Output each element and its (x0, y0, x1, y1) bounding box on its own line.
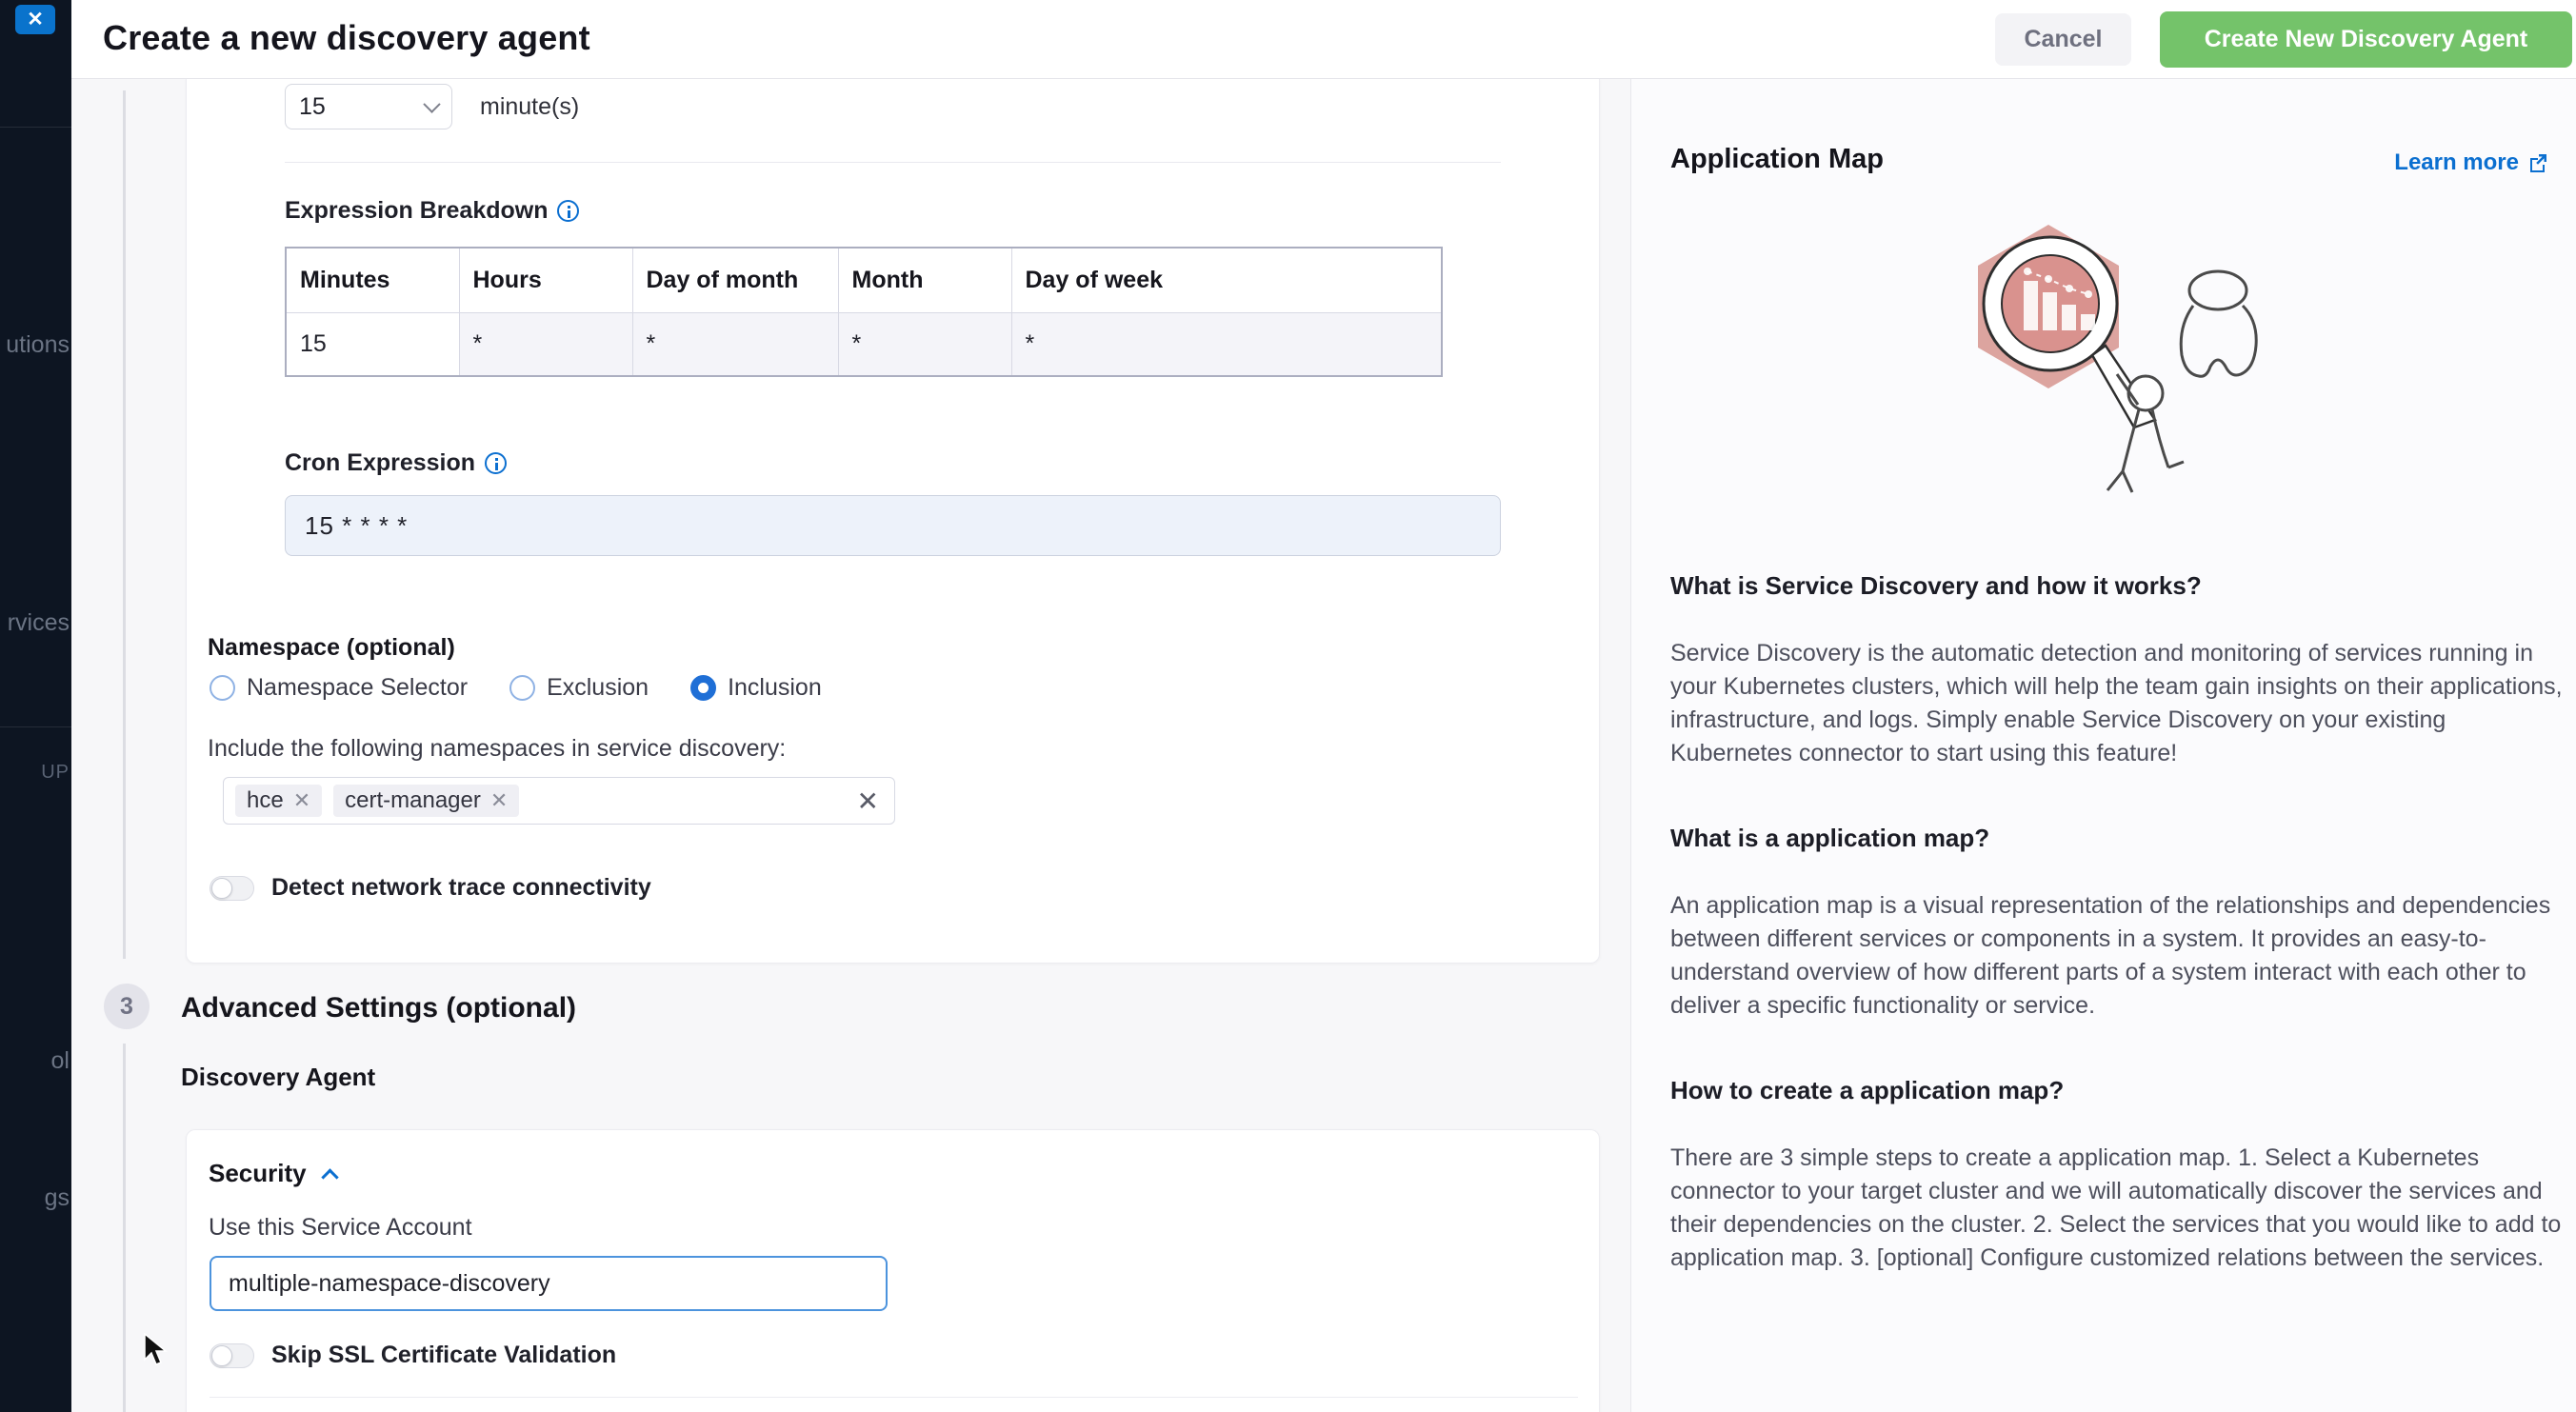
toggle-knob (211, 878, 232, 899)
minute-dropdown-value: 15 (299, 92, 326, 120)
section-divider (285, 162, 1501, 163)
radio-icon (210, 675, 235, 701)
table-header-row (286, 248, 1442, 312)
close-icon[interactable]: ✕ (15, 5, 55, 34)
minute-dropdown[interactable] (285, 84, 452, 129)
chevron-down-icon (423, 95, 440, 112)
radio-label: Inclusion (728, 674, 822, 701)
sidebar-item-solutions[interactable]: utions (6, 331, 70, 358)
namespace-tag[interactable] (333, 785, 519, 817)
table-cell-day-of-week: * (1011, 312, 1442, 376)
sidebar-divider (0, 726, 71, 727)
section-heading: What is a application map? (1670, 824, 1990, 852)
radio-namespace-selector[interactable] (210, 674, 468, 702)
column-header: Hours (459, 248, 632, 312)
section-divider (210, 1397, 1578, 1398)
sidebar-item-control[interactable]: ol (50, 1047, 70, 1074)
namespaces-tag-input[interactable] (223, 777, 895, 825)
toggle-knob (211, 1345, 232, 1366)
include-namespaces-label: Include the following namespaces in service discovery: (208, 735, 787, 762)
security-card (186, 1129, 1600, 1412)
learn-more-label: Learn more (2394, 149, 2519, 175)
section-heading: How to create a application map? (1670, 1076, 2065, 1104)
radio-label: Namespace Selector (247, 674, 469, 701)
table-cell-day-of-month: * (632, 312, 838, 376)
modal-header (71, 0, 2576, 79)
column-header: Minutes (286, 248, 459, 312)
app-sidebar (0, 0, 71, 1412)
step-connector-line (123, 1044, 126, 1412)
section-body: Service Discovery is the automatic detection and monitoring of services running in your Kubernetes clusters, which will help the team gain insights on their applications, infrastructure, and logs. Simply enable Service Discovery on your existing Kubernetes connector to start using this feature! (1670, 640, 2563, 766)
radio-label: Exclusion (547, 674, 649, 701)
skip-ssl-toggle[interactable] (210, 1343, 254, 1368)
sidebar-divider (0, 127, 71, 128)
namespace-radio-group (210, 674, 864, 702)
tag-text: cert-manager (345, 787, 481, 813)
step-connector-line (123, 90, 126, 959)
schedule-settings-card (186, 79, 1600, 964)
remove-tag-icon[interactable]: ✕ (489, 788, 509, 812)
radio-icon (509, 675, 535, 701)
learn-more-link[interactable] (2394, 149, 2549, 176)
create-new-discovery-agent-button[interactable]: Create New Discovery Agent (2160, 11, 2572, 68)
service-account-input[interactable]: multiple-namespace-discovery (210, 1256, 888, 1311)
radio-inclusion[interactable] (690, 674, 822, 702)
application-map-title: Application Map (1670, 144, 1884, 174)
page-title: Create a new discovery agent (103, 18, 590, 57)
remove-tag-icon[interactable]: ✕ (292, 788, 311, 812)
detect-network-toggle-row (210, 874, 651, 902)
radio-checked-icon (690, 675, 716, 701)
external-link-icon (2526, 151, 2549, 174)
detect-network-toggle[interactable] (210, 876, 254, 901)
service-account-label: Use this Service Account (209, 1214, 472, 1241)
clear-all-icon[interactable]: ✕ (856, 786, 879, 816)
cron-expression-label: Cron Expression (285, 449, 476, 476)
radio-exclusion[interactable] (509, 674, 649, 702)
sidebar-item-settings[interactable]: gs (44, 1184, 70, 1211)
table-row (286, 312, 1442, 376)
column-header: Day of week (1011, 248, 1442, 312)
section-body: An application map is a visual representation of the relationships and dependencies between different services or components in a system. It provides an easy-to-understand overview of how different parts of a system interact with each other to deliver a specific functionality or service. (1670, 892, 2551, 1019)
detect-network-label: Detect network trace connectivity (271, 874, 651, 901)
column-header: Day of month (632, 248, 838, 312)
skip-ssl-label: Skip SSL Certificate Validation (271, 1342, 617, 1368)
advanced-settings-title: Advanced Settings (optional) (181, 992, 577, 1024)
panel-text-sections (1670, 571, 2570, 1275)
sidebar-item-services[interactable]: rvices (7, 609, 70, 636)
step-3-badge: 3 (104, 984, 150, 1029)
security-collapse-header[interactable] (209, 1159, 336, 1188)
skip-ssl-toggle-row (210, 1342, 616, 1369)
chevron-up-icon (321, 1168, 338, 1185)
table-cell-month: * (838, 312, 1011, 376)
discovery-agent-subtitle: Discovery Agent (181, 1063, 376, 1091)
table-cell-minutes: 15 (286, 312, 459, 376)
section-body: There are 3 simple steps to create a application map. 1. Select a Kubernetes connector to your target cluster and we will automatically discover the services and their dependencies on the cluster. 2. Select the services that you would like to add to application map. 3. [optional] Configure customized relations between the services. (1670, 1144, 2562, 1271)
security-label: Security (209, 1159, 307, 1187)
section-heading: What is Service Discovery and how it works? (1670, 571, 2202, 600)
expression-breakdown-label: Expression Breakdown (285, 197, 549, 224)
application-map-illustration (1944, 222, 2315, 512)
namespace-tag[interactable] (235, 785, 322, 817)
info-icon[interactable] (557, 200, 579, 222)
tag-text: hce (247, 787, 284, 813)
application-map-panel (1630, 79, 2576, 1412)
namespace-section-label: Namespace (optional) (208, 634, 455, 661)
table-cell-hours: * (459, 312, 632, 376)
info-icon[interactable] (485, 452, 507, 474)
minute-unit-label: minute(s) (480, 93, 580, 120)
magnifier-illustration-icon (1944, 222, 2315, 507)
column-header: Month (838, 248, 1011, 312)
cron-expression-input[interactable]: 15 * * * * (285, 495, 1501, 556)
expression-breakdown-table (285, 247, 1443, 377)
cancel-button[interactable]: Cancel (1995, 13, 2131, 66)
sidebar-section-setup: UP (41, 762, 70, 783)
mouse-cursor (143, 1333, 171, 1372)
